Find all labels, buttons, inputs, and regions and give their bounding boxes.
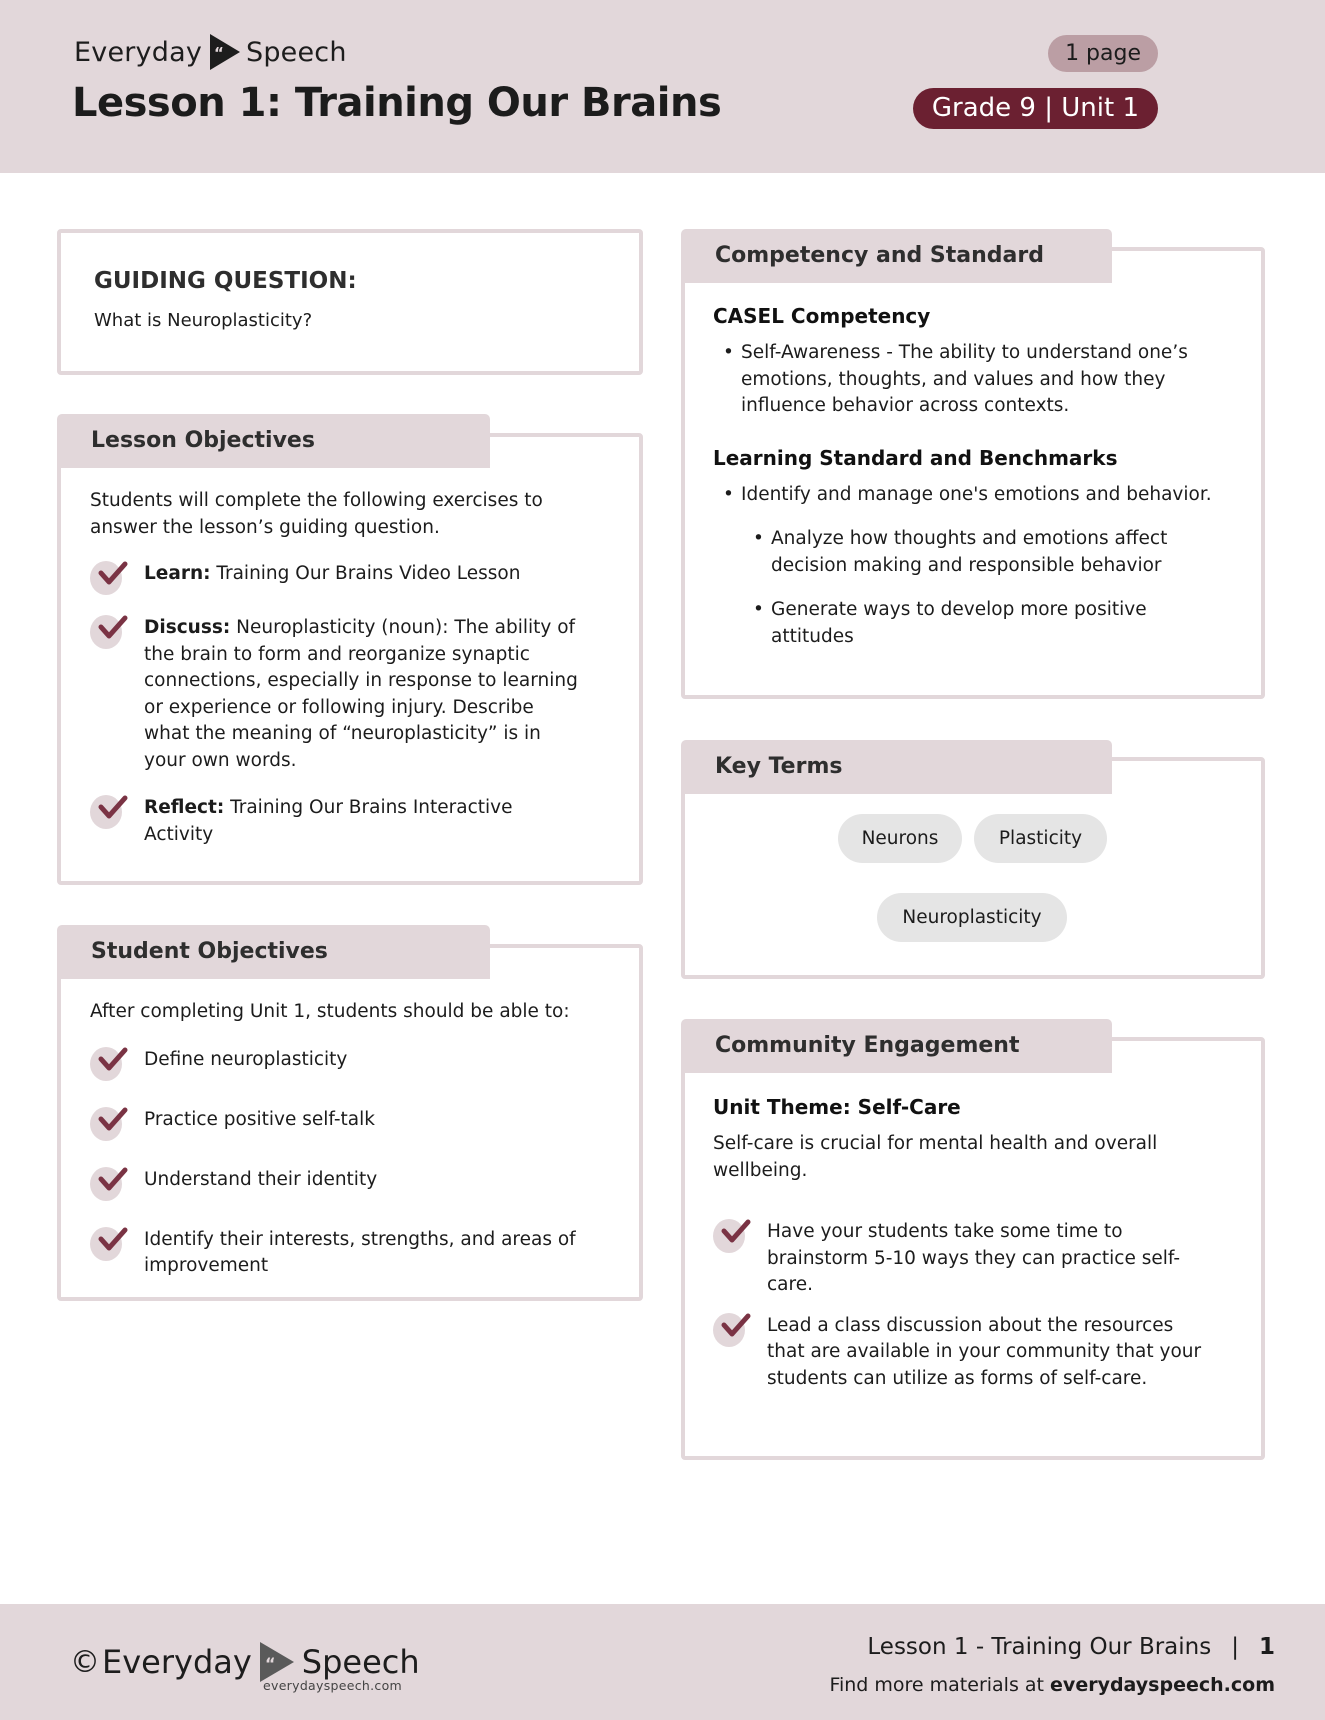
play-quote-icon bbox=[260, 1642, 294, 1682]
checkmark-icon bbox=[713, 1309, 751, 1345]
student-objective-item: Define neuroplasticity bbox=[90, 1047, 610, 1079]
guiding-question-title: GUIDING QUESTION: bbox=[94, 268, 357, 294]
competency-tab: Competency and Standard bbox=[681, 229, 1112, 283]
community-tab: Community Engagement bbox=[681, 1019, 1112, 1073]
community-content bbox=[713, 1095, 1233, 1392]
objective-label: Reflect: bbox=[144, 797, 225, 818]
student-objectives-content bbox=[90, 999, 610, 1280]
objective-label: Discuss: bbox=[144, 617, 231, 638]
brand-name-right: Speech bbox=[246, 36, 347, 68]
objective-item bbox=[90, 561, 590, 593]
footer-separator: | bbox=[1231, 1634, 1239, 1660]
objective-text: Neuroplasticity (noun): The ability of the brain to form and reorganize synaptic connections, especially in response to learning or experience or following injury. Describe what the meaning of “neuroplasticity” is in your own words. bbox=[144, 617, 578, 771]
page-title: Lesson 1: Training Our Brains bbox=[72, 80, 722, 126]
checkmark-icon bbox=[713, 1215, 751, 1251]
lesson-objectives-intro: Students will complete the following exercises to answer the lesson’s guiding question. bbox=[90, 490, 543, 538]
footer-brand-left: Everyday bbox=[102, 1643, 252, 1681]
footer-find-more bbox=[829, 1674, 1275, 1696]
checkmark-icon bbox=[90, 1043, 128, 1079]
community-item: Have your students take some time to brainstorm 5-10 ways they can practice self-care. bbox=[713, 1219, 1203, 1299]
student-objectives-tab: Student Objectives bbox=[57, 925, 490, 979]
objective-item bbox=[90, 795, 560, 848]
casel-heading: CASEL Competency bbox=[713, 304, 931, 328]
footer-lesson-label: Lesson 1 - Training Our Brains bbox=[867, 1634, 1212, 1660]
bullet-icon: • bbox=[723, 342, 734, 363]
student-objectives-intro: After completing Unit 1, students should be able to: bbox=[90, 1001, 570, 1022]
community-item: Lead a class discussion about the resources that are available in your community that your students can utilize as forms of self-care. bbox=[713, 1313, 1203, 1393]
standard-heading: Learning Standard and Benchmarks bbox=[713, 445, 1118, 470]
student-objective-item: Practice positive self-talk bbox=[90, 1107, 610, 1139]
competency-content bbox=[713, 304, 1243, 650]
key-terms-tab: Key Terms bbox=[681, 740, 1112, 794]
lesson-objectives-content bbox=[90, 488, 590, 848]
brand-name-left: Everyday bbox=[74, 36, 202, 68]
checkmark-icon bbox=[90, 557, 128, 593]
student-objective-item: Understand their identity bbox=[90, 1167, 610, 1199]
copyright-icon: © bbox=[70, 1644, 100, 1680]
checkmark-icon bbox=[90, 1163, 128, 1199]
objective-text: Training Our Brains Interactive Activity bbox=[144, 797, 513, 845]
svg-text:“: “ bbox=[264, 1654, 276, 1673]
key-term-chip: Plasticity bbox=[974, 814, 1107, 863]
checkmark-icon bbox=[90, 1103, 128, 1139]
unit-theme-heading: Unit Theme: Self-Care bbox=[713, 1095, 961, 1119]
brand-logo bbox=[74, 34, 347, 70]
checkmark-icon bbox=[90, 791, 128, 827]
guiding-question-box bbox=[57, 229, 643, 375]
bullet-icon: • bbox=[753, 528, 764, 549]
play-quote-icon bbox=[210, 34, 240, 70]
benchmark-item: • Generate ways to develop more positive attitudes bbox=[713, 597, 1173, 650]
footer-brand-url: everydayspeech.com bbox=[263, 1678, 402, 1693]
student-objective-item: Identify their interests, strengths, and areas of improvement bbox=[90, 1227, 590, 1280]
community-text: Self-care is crucial for mental health and overall wellbeing. bbox=[713, 1133, 1158, 1181]
find-more-text: Find more materials at bbox=[829, 1674, 1051, 1696]
objective-label: Learn: bbox=[144, 563, 211, 584]
objective-item bbox=[90, 615, 580, 774]
footer-lesson-info bbox=[867, 1634, 1275, 1660]
page-header bbox=[0, 0, 1325, 173]
bullet-icon: • bbox=[723, 483, 734, 505]
benchmark-item: • Analyze how thoughts and emotions affect decision making and responsible behavior bbox=[713, 526, 1193, 579]
guiding-question-text: What is Neuroplasticity? bbox=[94, 310, 313, 331]
lesson-objectives-tab: Lesson Objectives bbox=[57, 414, 490, 468]
objective-text: Training Our Brains Video Lesson bbox=[216, 563, 521, 584]
bullet-icon: • bbox=[753, 599, 764, 620]
grade-unit-badge: Grade 9 | Unit 1 bbox=[913, 88, 1158, 129]
checkmark-icon bbox=[90, 611, 128, 647]
page-count-badge: 1 page bbox=[1048, 35, 1158, 72]
checkmark-icon bbox=[90, 1223, 128, 1259]
footer-brand-logo bbox=[70, 1642, 420, 1682]
key-term-chip: Neuroplasticity bbox=[877, 893, 1067, 942]
page-number: 1 bbox=[1258, 1634, 1275, 1660]
svg-text:“: “ bbox=[214, 44, 225, 62]
page-footer bbox=[0, 1604, 1325, 1720]
footer-brand-right: Speech bbox=[301, 1643, 420, 1681]
casel-item: • Self-Awareness - The ability to understand one’s emotions, thoughts, and values and how they influence behavior across contexts. bbox=[713, 340, 1243, 420]
website-link[interactable]: everydayspeech.com bbox=[1050, 1674, 1275, 1696]
standard-item: • Identify and manage one's emotions and behavior. bbox=[713, 482, 1243, 509]
key-term-chip: Neurons bbox=[838, 814, 962, 863]
